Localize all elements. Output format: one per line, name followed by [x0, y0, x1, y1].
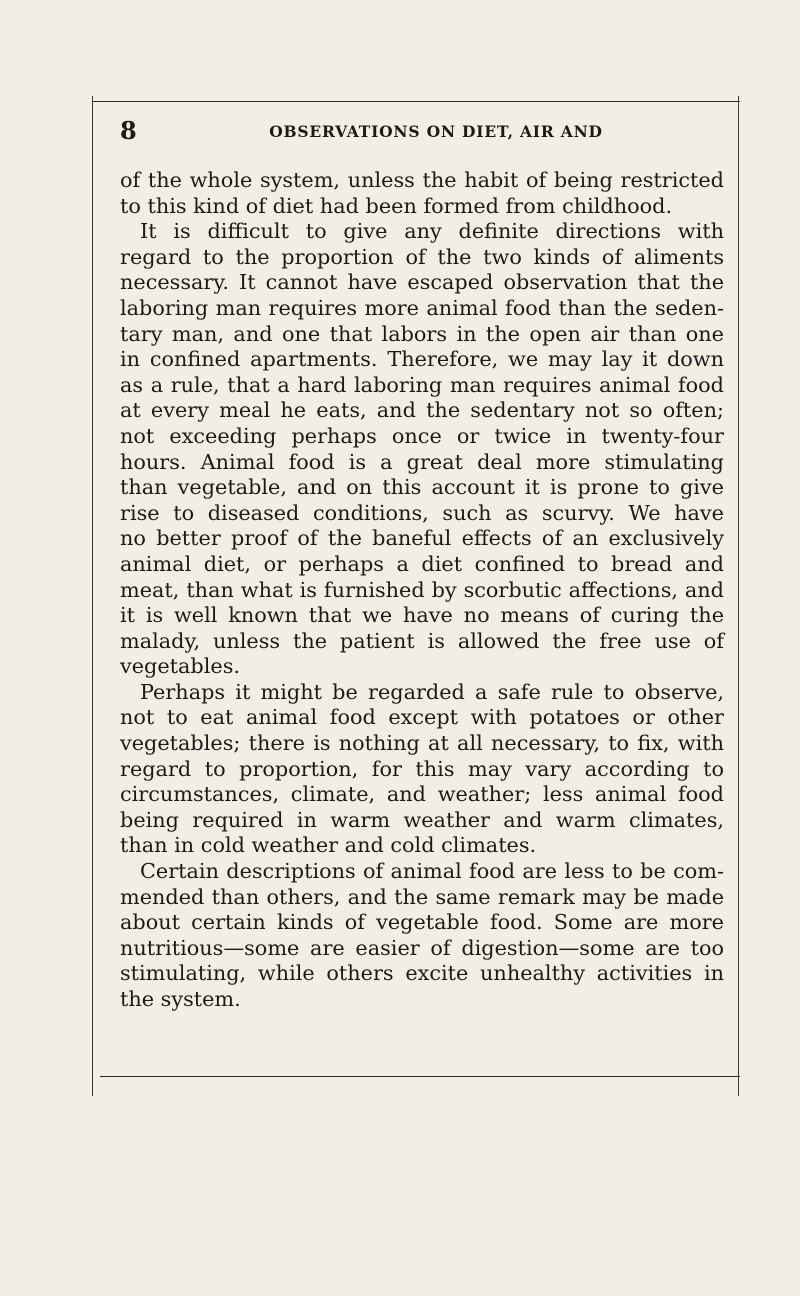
text-line: animal diet, or perhaps a diet confined to bread and — [120, 551, 724, 576]
text-line: regard to the proportion of the two kinds of aliments — [120, 244, 724, 269]
text-line: being required in warm weather and warm climates, — [120, 807, 724, 832]
text-line: than in cold weather and cold climates. — [120, 833, 537, 858]
text-line: no better proof of the baneful effects of an exclusively — [120, 526, 724, 551]
running-title: OBSERVATIONS ON DIET, AIR AND — [269, 122, 603, 141]
text-line: Perhaps it might be regarded a safe rule to observe, — [140, 679, 724, 704]
text-line: necessary. It cannot have escaped observation that the — [120, 270, 724, 295]
text-line: at every meal he eats, and the sedentary not so often; — [120, 398, 724, 423]
text-line: tary man, and one that labors in the open air than one — [120, 321, 724, 346]
text-line: not exceeding perhaps once or twice in twenty-four — [120, 423, 724, 448]
text-line: of the whole system, unless the habit of being restricted — [120, 168, 724, 192]
text-line: vegetables; there is nothing at all necessary, to fix, with — [120, 731, 724, 756]
text-line: rise to diseased conditions, such as scurvy. We have — [120, 500, 724, 525]
text-line: hours. Animal food is a great deal more stimulating — [120, 449, 724, 474]
text-line: it is well known that we have no means of curing the — [120, 603, 724, 628]
text-line: regard to proportion, for this may vary according to — [120, 756, 724, 781]
text-line: nutritious—some are easier of digestion—some are too — [120, 935, 724, 960]
text-line: meat, than what is furnished by scorbutic affections, and — [120, 577, 724, 602]
top-rule — [92, 101, 740, 102]
page-right-edge — [738, 96, 739, 1096]
text-line: malady, unless the patient is allowed the free use of — [120, 628, 724, 653]
text-line: about certain kinds of vegetable food. Some are more — [120, 910, 724, 935]
text-line: as a rule, that a hard laboring man requires animal food — [120, 372, 724, 397]
text-line: circumstances, climate, and weather; less animal food — [120, 782, 724, 807]
body-text — [120, 168, 724, 1013]
page-header — [120, 116, 720, 146]
text-line: the system. — [120, 987, 241, 1011]
text-line: to this kind of diet had been formed from childhood. — [120, 193, 673, 218]
text-line: mended than others, and the same remark may be made — [120, 884, 724, 909]
text-line: vegetables. — [120, 654, 240, 679]
text-line: in confined apartments. Therefore, we may lay it down — [120, 347, 724, 372]
text-line: laboring man requires more animal food than the seden- — [120, 295, 724, 320]
text-line: stimulating, while others excite unhealthy activities in — [120, 961, 724, 986]
page-left-edge — [92, 96, 93, 1096]
text-line: It is difficult to give any definite directions with — [140, 219, 724, 244]
page-number: 8 — [120, 116, 137, 145]
text-line: Certain descriptions of animal food are less to be com- — [140, 859, 724, 884]
text-line: than vegetable, and on this account it is prone to give — [120, 475, 724, 500]
bottom-rule — [100, 1076, 740, 1077]
text-line: not to eat animal food except with potatoes or other — [120, 705, 724, 730]
